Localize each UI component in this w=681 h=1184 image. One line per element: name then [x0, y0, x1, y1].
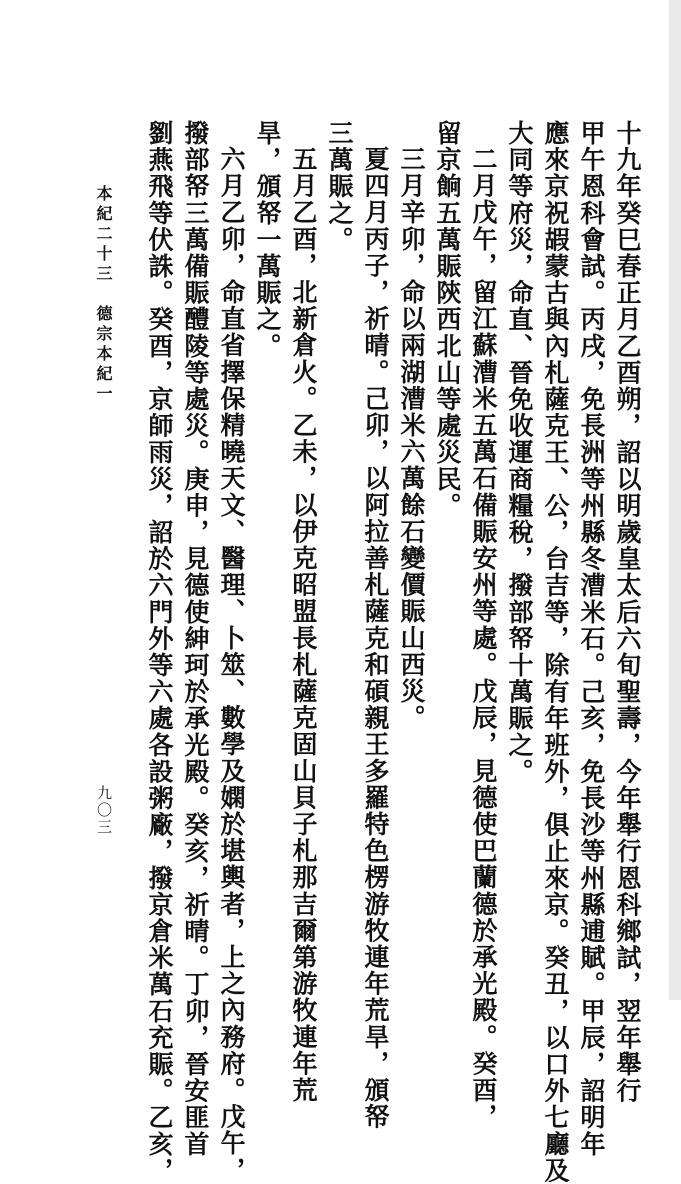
text-column-2: 甲午恩科會試。丙戌，免長洲等州縣冬漕米石。己亥，免長沙等州縣逋賦。甲辰，詔明年: [577, 120, 606, 1158]
text-column-9: 三萬賑之。: [325, 120, 354, 253]
text-column-11: 旱，頒帑一萬賑之。: [253, 120, 282, 360]
page-number: 九〇三: [95, 785, 113, 836]
page-edge-shadow: [669, 0, 681, 1000]
text-column-14: 劉燕飛等伏誅。癸酉，京師雨災，詔於六門外等六處各設粥廠，撥京倉米萬石充賑。乙亥，: [145, 120, 174, 1184]
text-column-6: 留京餉五萬賑陝西北山等處災民。: [433, 120, 462, 519]
text-column-10: 五月乙酉，北新倉火。乙未，以伊克昭盟長札薩克固山貝子札那吉爾第游牧連年荒: [289, 146, 318, 1104]
text-column-12: 六月乙卯，命直省擇保精曉天文、醫理、卜筮、數學及嫻於堪輿者，上之內務府。戊午，: [217, 146, 246, 1184]
text-column-7: 三月辛卯，命以兩湖漕米六萬餘石變價賑山西災。: [397, 146, 426, 732]
text-column-4: 大同等府災，命直、晉免收運商糧稅，撥部帑十萬賑之。: [505, 120, 534, 785]
text-column-1: 十九年癸巳春正月乙酉朔，詔以明歲皇太后六旬聖壽，今年舉行恩科鄉試，翌年舉行: [613, 120, 642, 1105]
text-column-13: 撥部帑三萬備賑醴陵等處災。庚申，見德使紳珂於承光殿。癸亥，祈晴。丁卯，晉安匪首: [181, 120, 210, 1158]
text-column-3: 應來京祝嘏蒙古與內札薩克王、公，台吉等，除有年班外，俱止來京。癸丑，以口外七廳及: [541, 120, 570, 1184]
text-column-8: 夏四月丙子，祈晴。己卯，以阿拉善札薩克和碩親王多羅特色楞游牧連年荒旱，頒帑: [361, 146, 390, 1131]
running-header: 本紀二十三 德宗本紀一: [94, 185, 113, 405]
text-column-5: 二月戊午，留江蘇漕米五萬石備賑安州等處。戊辰，見德使巴蘭德於承光殿。癸酉，: [469, 146, 498, 1131]
